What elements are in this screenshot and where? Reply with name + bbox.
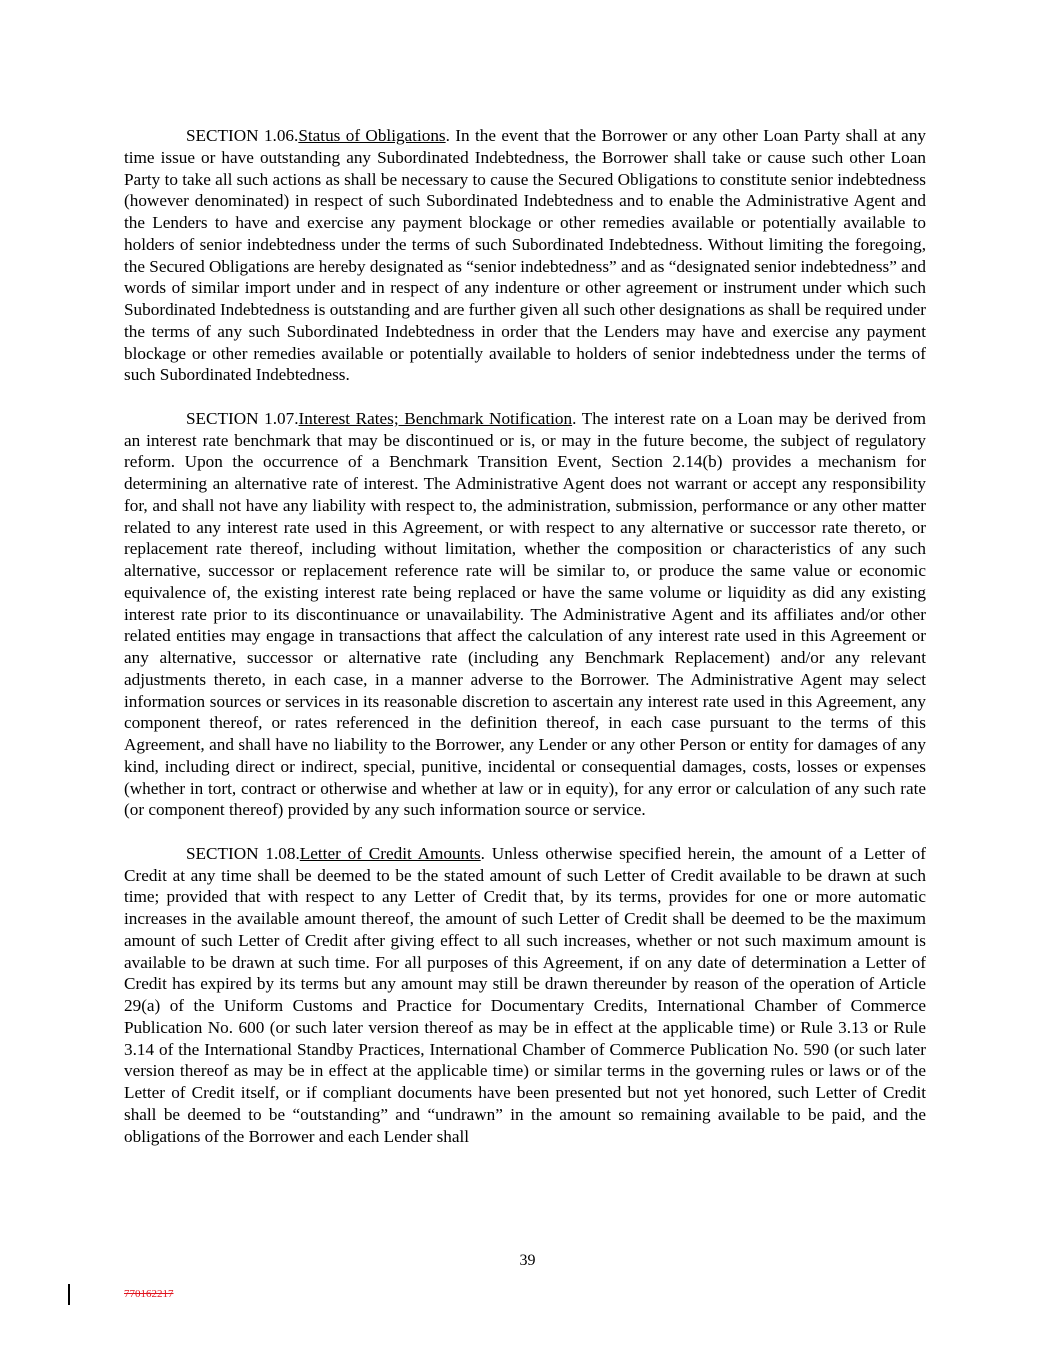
revision-change-bar (68, 1284, 70, 1305)
section-body: . Unless otherwise specified herein, the amount of a Letter of Credit at any time shall be deemed to be the stated amount of such Letter of Credit available to be drawn at such time; provided that with respect to any Letter of Credit that, by its terms, provides for one or more automatic increases in the available amount thereof, the amount of such Letter of Credit shall be deemed to be the maximum amount of such Letter of Credit after giving effect to all such increases, whether or not such maximum amount is available to be drawn at such time. For all purposes of this Agreement, if on any date of determination a Letter of Credit has expired by its terms but any amount may still be drawn thereunder by reason of the operation of Article 29(a) of the Uniform Customs and Practice for Documentary Credits, International Chamber of Commerce Publication No. 600 (or such later version thereof as may be in effect at the applicable time) or Rule 3.13 or Rule 3.14 of the International Standby Practices, International Chamber of Commerce Publication No. 590 (or such later version thereof as may be in effect at the applicable time) or similar terms in the governing rules or laws or of the Letter of Credit itself, or if compliant documents have been presented but not yet honored, such Letter of Credit shall be deemed to be “outstanding” and “undrawn” in the amount so remaining available to be paid, and the obligations of the Borrower and each Lender shall (124, 843, 927, 1146)
section-title: Interest Rates; Benchmark Notification (298, 408, 573, 428)
document-page (124, 125, 926, 1169)
section-1-08 (124, 843, 926, 1148)
section-title: Status of Obligations (298, 126, 446, 145)
section-body: . The interest rate on a Loan may be derived from an interest rate benchmark that may be discontinued or is, or may in the future become, the subject of regulatory reform. Upon the occurrence of a Benchmark Transition Event, Section 2.14(b) provides a mechanism for determining an alternative rate of interest. The Administrative Agent does not warrant or accept any responsibility for, and shall not have any liability with respect to, the administration, submission, performance or any other matter related to any interest rate used in this Agreement, or with respect to any alternative or successor rate thereto, or replacement rate thereof, including without limitation, whether the composition or characteristics of any such alternative, successor or replacement reference rate will be similar to, or produce the same value or economic equivalence of, the existing interest rate being replaced or have the same volume or liquidity as did any existing interest rate prior to its discontinuance or unavailability. The Administrative Agent and its affiliates and/or other related entities may engage in transactions that affect the calculation of any interest rate used in this Agreement or any alternative, successor or alternative rate (including any Benchmark Replacement) and/or any relevant adjustments thereto, in each case, in a manner adverse to the Borrower. The Administrative Agent may select information sources or services in its reasonable discretion to ascertain any interest rate used in this Agreement, any component thereof, or rates referenced in the definition thereof, in each case pursuant to the terms of this Agreement, and shall have no liability to the Borrower, any Lender or any other Person or entity for damages of any kind, including direct or indirect, special, punitive, incidental or consequential damages, costs, losses or expenses (whether in tort, contract or otherwise and whether at law or in equity), for any error or calculation of any such rate (or component thereof) provided by any such information source or service. (124, 408, 926, 820)
document-id: 770162217 (124, 1288, 174, 1300)
section-number: SECTION 1.07. (186, 408, 299, 428)
section-body: . In the event that the Borrower or any other Loan Party shall at any time issue or have outstanding any Subordinated Indebtedness, the Borrower shall take or cause such other Loan Party to take all such actions as shall be necessary to cause the Secured Obligations to constitute senior indebtedness (however denominated) in respect of such Subordinated Indebtedness and to enable the Administrative Agent and the Lenders to have and exercise any payment blockage or other remedies available or potentially available to holders of senior indebtedness under the terms of such Subordinated Indebtedness. Without limiting the foregoing, the Secured Obligations are hereby designated as “senior indebtedness” and as “designated senior indebtedness” and words of similar import under and in respect of any indenture or other agreement or instrument under which such Subordinated Indebtedness is outstanding and are further given all such other designations as shall be required under the terms of any such Subordinated Indebtedness in order that the Lenders may have and exercise any payment blockage or other remedies available or potentially available to holders of senior indebtedness under the terms of such Subordinated Indebtedness. (124, 126, 927, 385)
page-number: 39 (519, 1252, 536, 1269)
section-number: SECTION 1.08. (186, 843, 300, 863)
section-title: Letter of Credit Amounts (299, 843, 481, 863)
section-1-07 (124, 408, 926, 821)
section-1-06 (124, 125, 926, 386)
section-number: SECTION 1.06. (186, 126, 299, 145)
